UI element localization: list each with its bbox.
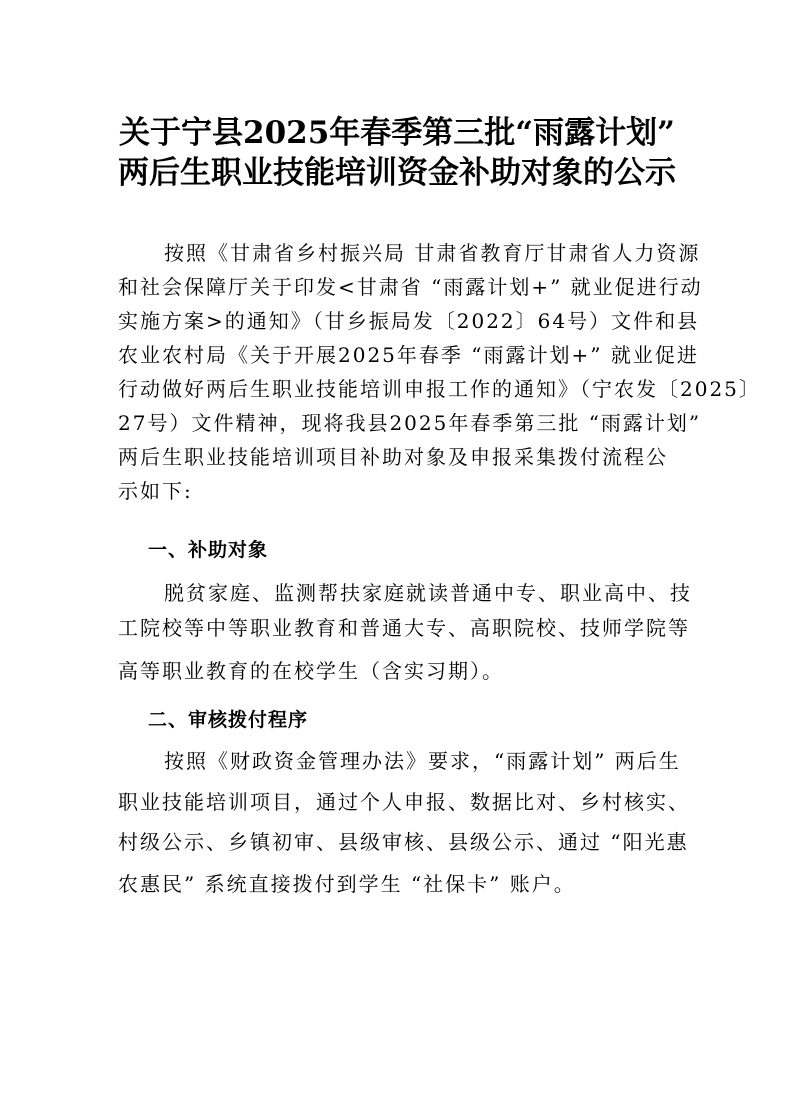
intro-line: 两后生职业技能培训项目补助对象及申报采集拨付流程公 bbox=[118, 445, 668, 469]
intro-line: 行动做好两后生职业技能培训申报工作的通知》（宁农发〔2025〕 bbox=[118, 377, 761, 401]
intro-line: 按照《甘肃省乡村振兴局 甘肃省教育厅甘肃省人力资源 bbox=[164, 241, 701, 265]
document-title-line-1: 关于宁县2025年春季第三批“雨露计划” bbox=[119, 115, 675, 151]
intro-line: 27号）文件精神，现将我县2025年春季第三批 “雨露计划” bbox=[118, 411, 702, 435]
intro-line: 实施方案>的通知》（甘乡振局发〔2022〕64号）文件和县 bbox=[118, 309, 700, 333]
section2-line: 农惠民” 系统直接拨付到学生 “社保卡” 账户。 bbox=[118, 872, 576, 896]
section1-line: 工院校等中等职业教育和普通大专、高职院校、技师学院等 bbox=[118, 616, 690, 640]
section-heading-review-procedure: 二、审核拨付程序 bbox=[148, 709, 309, 731]
intro-line: 农业农村局《关于开展2025年春季 “雨露计划+” 就业促进 bbox=[118, 343, 699, 367]
section2-line: 按照《财政资金管理办法》要求，“雨露计划” 两后生 bbox=[164, 749, 681, 773]
intro-line: 和社会保障厅关于印发<甘肃省 “雨露计划+” 就业促进行动 bbox=[118, 275, 703, 299]
section1-line: 高等职业教育的在校学生（含实习期）。 bbox=[118, 659, 504, 683]
section2-line: 职业技能培训项目，通过个人申报、数据比对、乡村核实、 bbox=[118, 790, 690, 814]
document-title-line-2: 两后生职业技能培训资金补助对象的公示 bbox=[118, 155, 676, 191]
intro-line: 示如下: bbox=[118, 479, 193, 503]
section2-line: 村级公示、乡镇初审、县级审核、县级公示、通过 “阳光惠 bbox=[118, 830, 689, 854]
section-heading-subsidy-recipients: 一、补助对象 bbox=[148, 539, 269, 561]
section1-line: 脱贫家庭、监测帮扶家庭就读普通中专、职业高中、技 bbox=[164, 581, 692, 605]
